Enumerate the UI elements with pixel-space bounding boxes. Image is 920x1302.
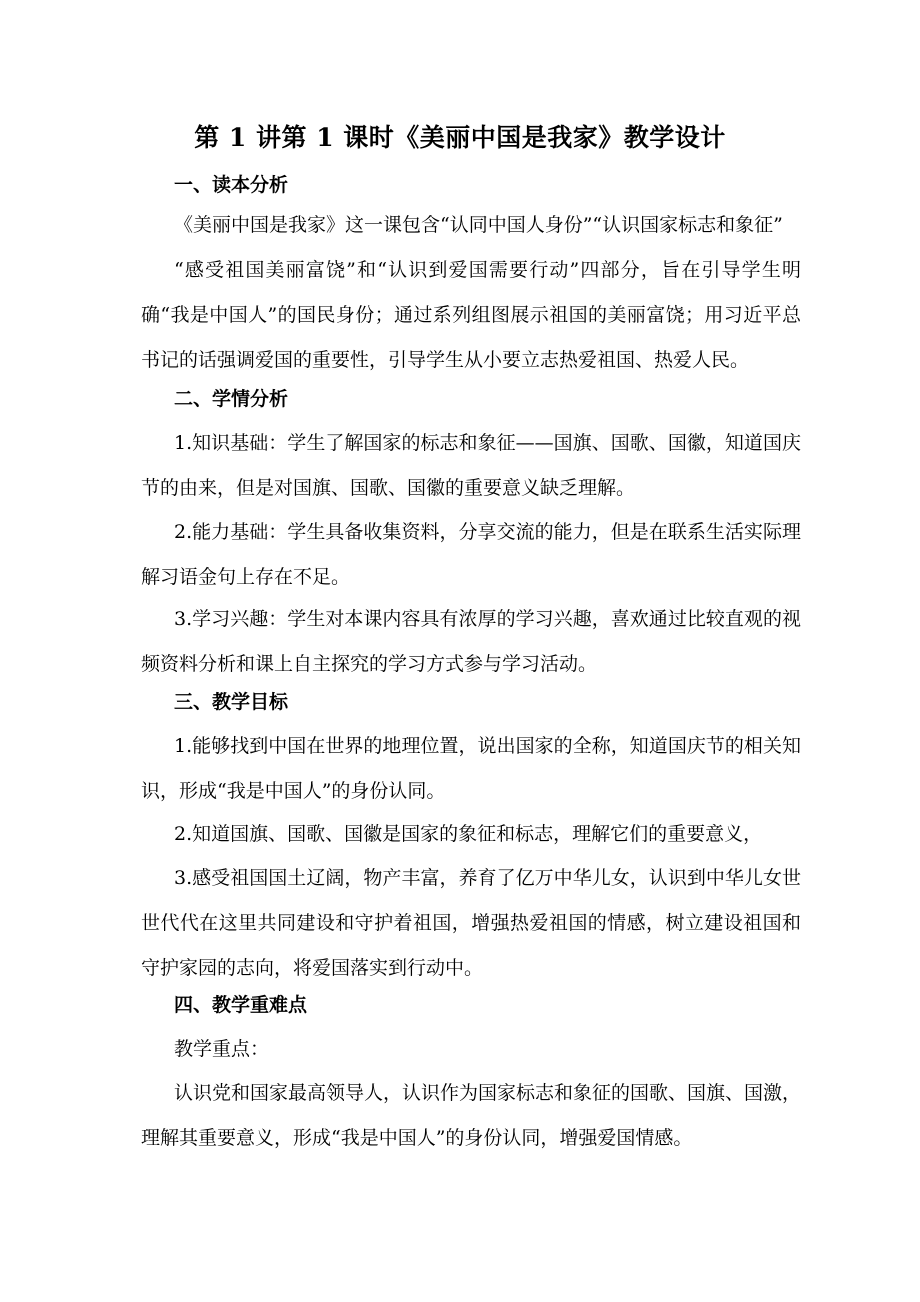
paragraph: “感受祖国美丽富饶”和“认识到爱国需要行动”四部分，旨在引导学生明确“我是中国人”的国民身份；通过系列组图展示祖国的美丽富饶；用习近平总书记的话强调爱国的重要性，引导学生从小要立志热爱祖国、热爱人民。 xyxy=(141,259,801,371)
paragraph: 2.知道国旗、国歌、国徽是国家的象征和标志，理解它们的重要意义， xyxy=(174,823,763,845)
section-heading: 二、学情分析 xyxy=(174,388,289,410)
document-title: 第 1 讲第 1 课时《美丽中国是我家》教学设计 xyxy=(194,123,726,152)
paragraph: 1.知识基础：学生了解国家的标志和象征——国旗、国歌、国徽，知道国庆节的由来，但是对国旗、国歌、国徽的重要意义缺乏理解。 xyxy=(141,432,801,499)
section-heading: 三、教学目标 xyxy=(174,691,289,713)
paragraph: 2.能力基础：学生具备收集资料，分享交流的能力，但是在联系生活实际理解习语金句上存在不足。 xyxy=(141,521,801,588)
paragraph: 《美丽中国是我家》这一课包含“认同中国人身份”“认识国家标志和象征” xyxy=(174,214,783,236)
paragraph: 3.学习兴趣：学生对本课内容具有浓厚的学习兴趣，喜欢通过比较直观的视频资料分析和课上自主探究的学习方式参与学习活动。 xyxy=(141,608,801,675)
section-heading: 四、教学重难点 xyxy=(174,994,308,1016)
section-heading: 一、读本分析 xyxy=(174,174,289,196)
paragraph: 1.能够找到中国在世界的地理位置，说出国家的全称，知道国庆节的相关知识，形成“我是中国人”的身份认同。 xyxy=(141,735,801,802)
paragraph: 3.感受祖国国土辽阔，物产丰富，养育了亿万中华儿女，认识到中华儿女世世代代在这里共同建设和守护着祖国，增强热爱祖国的情感，树立建设祖国和守护家园的志向，将爱国落实到行动中。 xyxy=(141,867,801,979)
paragraph: 认识党和国家最高领导人，认识作为国家标志和象征的国歌、国旗、国激，理解其重要意义，形成“我是中国人”的身份认同，增强爱国情感。 xyxy=(141,1082,802,1149)
paragraph: 教学重点： xyxy=(174,1038,270,1060)
